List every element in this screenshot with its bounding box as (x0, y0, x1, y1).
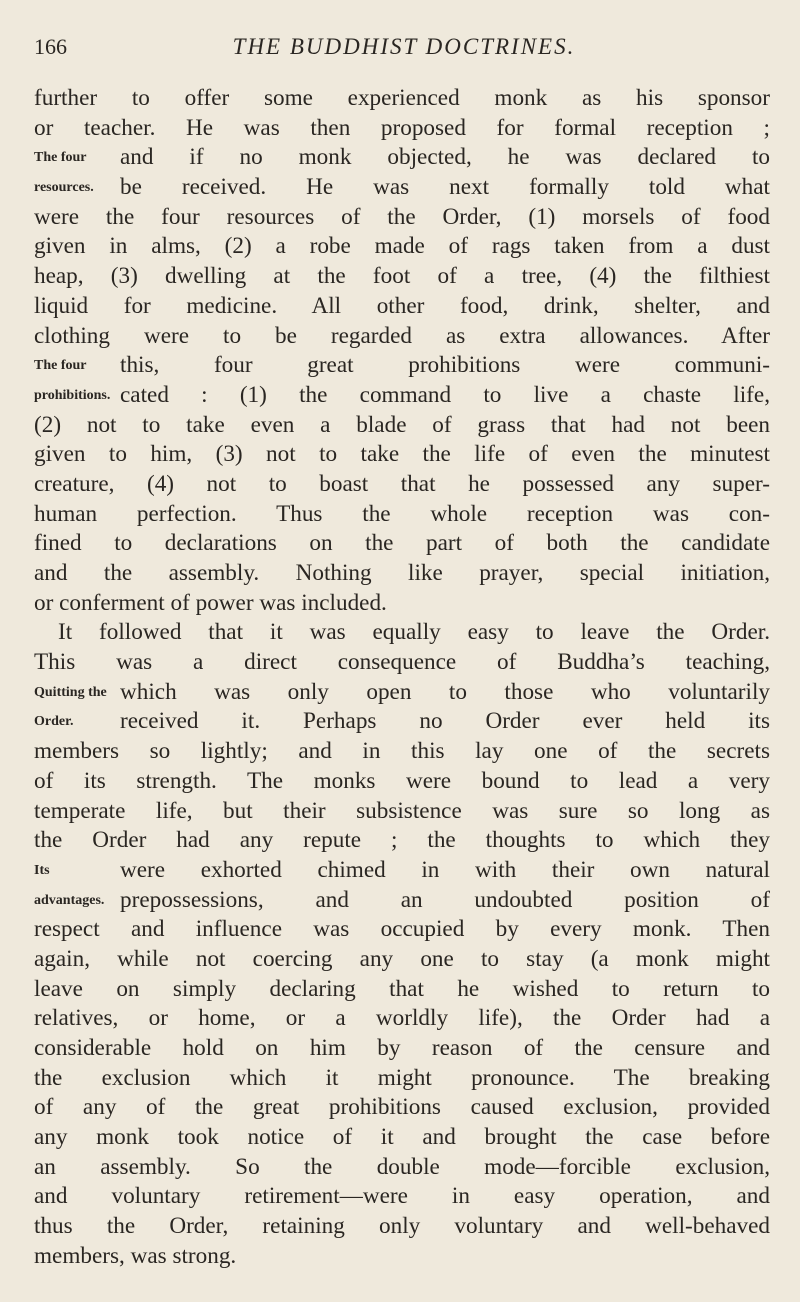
line-text: fined to declarations on the part of both the candidate (34, 530, 770, 557)
line-text: given to him, (3) not to take the life of even the minutest (34, 441, 770, 468)
line-text: further to offer some experienced monk as his sponsor (34, 85, 770, 111)
line-text: prepossessions, and an undoubted position of (120, 886, 770, 913)
line-text: which was only open to those who voluntarily (120, 678, 770, 705)
text-line (0, 203, 800, 233)
line-text: respect and influence was occupied by every monk. Then (34, 916, 770, 943)
text-line (0, 411, 800, 441)
line-text: were the four resources of the Order, (1) morsels of food (34, 203, 770, 230)
margin-note: prohibitions. (34, 387, 111, 403)
text-line (0, 262, 800, 292)
text-line (0, 173, 800, 203)
text-line (0, 1093, 800, 1123)
text-line (0, 648, 800, 678)
body-text (0, 84, 800, 1272)
line-text: or teacher. He was then proposed for formal reception ; (34, 114, 770, 141)
line-text: of its strength. The monks were bound to lead a very (34, 767, 770, 794)
text-line (0, 1034, 800, 1064)
text-line (0, 351, 800, 381)
line-text: liquid for medicine. All other food, drink, shelter, and (34, 292, 770, 319)
text-line (0, 618, 800, 648)
margin-note: The four (34, 150, 87, 166)
margin-note: advantages. (34, 892, 105, 908)
line-text: any monk took notice of it and brought the case before (34, 1124, 770, 1151)
line-text: an assembly. So the double mode—forcible exclusion, (34, 1153, 770, 1180)
text-line (0, 1064, 800, 1094)
line-text: received it. Perhaps no Order ever held its (120, 708, 770, 735)
text-line (0, 797, 800, 827)
line-text: were exhorted chimed in with their own natural (120, 856, 770, 883)
line-text: considerable hold on him by reason of the censure and (34, 1035, 770, 1061)
line-text: members, was strong. (34, 1242, 237, 1269)
line-text: be received. He was next formally told what (120, 174, 770, 201)
text-line (0, 529, 800, 559)
text-line (0, 886, 800, 916)
text-line (0, 322, 800, 352)
text-line (0, 589, 800, 619)
line-text: and if no monk objected, he was declared to (120, 144, 770, 171)
text-line (0, 707, 800, 737)
text-line (0, 767, 800, 797)
text-line (0, 559, 800, 589)
text-line (0, 84, 800, 114)
line-text: temperate life, but their subsistence was sure so long as (34, 797, 770, 824)
text-line (0, 232, 800, 262)
text-line (0, 500, 800, 530)
text-line (0, 826, 800, 856)
line-text: creature, (4) not to boast that he possessed any super- (34, 470, 770, 497)
line-text: and the assembly. Nothing like prayer, special initiation, (34, 560, 770, 586)
line-text: human perfection. Thus the whole reception was con- (34, 500, 770, 527)
text-line (0, 915, 800, 945)
line-text: (2) not to take even a blade of grass that had not been (34, 411, 770, 438)
text-line (0, 945, 800, 975)
text-line (0, 1182, 800, 1212)
text-line (0, 440, 800, 470)
margin-note: resources. (34, 180, 94, 196)
line-text: given in alms, (2) a robe made of rags taken from a dust (34, 233, 770, 260)
line-text: or conferment of power was included. (34, 589, 387, 616)
text-line (0, 856, 800, 886)
line-text: the Order had any repute ; the thoughts to which they (34, 827, 770, 854)
line-text: thus the Order, retaining only voluntary and well-behaved (34, 1213, 770, 1240)
text-line (0, 114, 800, 144)
line-text: relatives, or home, or a worldly life), the Order had a (34, 1005, 770, 1032)
line-text: heap, (3) dwelling at the foot of a tree, (4) the filthiest (34, 263, 770, 290)
line-text: this, four great prohibitions were communi- (120, 352, 770, 379)
margin-note: Quitting the (34, 684, 107, 700)
margin-note: The four (34, 358, 87, 374)
text-line (0, 1212, 800, 1242)
line-text: cated : (1) the command to live a chaste life, (120, 381, 770, 408)
margin-note: Its (34, 862, 50, 878)
text-line (0, 143, 800, 173)
line-text: again, while not coercing any one to stay (a monk might (34, 945, 770, 972)
line-text: members so lightly; and in this lay one of the secrets (34, 738, 770, 765)
line-text: This was a direct consequence of Buddha’s teaching, (34, 649, 770, 676)
text-line (0, 1242, 800, 1272)
text-line (0, 975, 800, 1005)
text-line (0, 678, 800, 708)
page-number: 166 (34, 34, 67, 59)
text-line (0, 470, 800, 500)
line-text: and voluntary retirement—were in easy operation, and (34, 1183, 770, 1210)
text-line (0, 1123, 800, 1153)
text-line (0, 292, 800, 322)
text-line (0, 381, 800, 411)
line-text: clothing were to be regarded as extra allowances. After (34, 322, 770, 349)
text-line (0, 1153, 800, 1183)
text-line (0, 737, 800, 767)
running-title: THE BUDDHIST DOCTRINES. (232, 34, 576, 59)
line-text: of any of the great prohibitions caused exclusion, provided (34, 1094, 770, 1121)
line-text: leave on simply declaring that he wished to return to (34, 975, 770, 1002)
line-text: the exclusion which it might pronounce. The breaking (34, 1064, 770, 1091)
text-line (0, 1004, 800, 1034)
line-text: It followed that it was equally easy to leave the Order. (58, 619, 770, 646)
page-header (34, 34, 774, 74)
margin-note: Order. (34, 714, 74, 730)
